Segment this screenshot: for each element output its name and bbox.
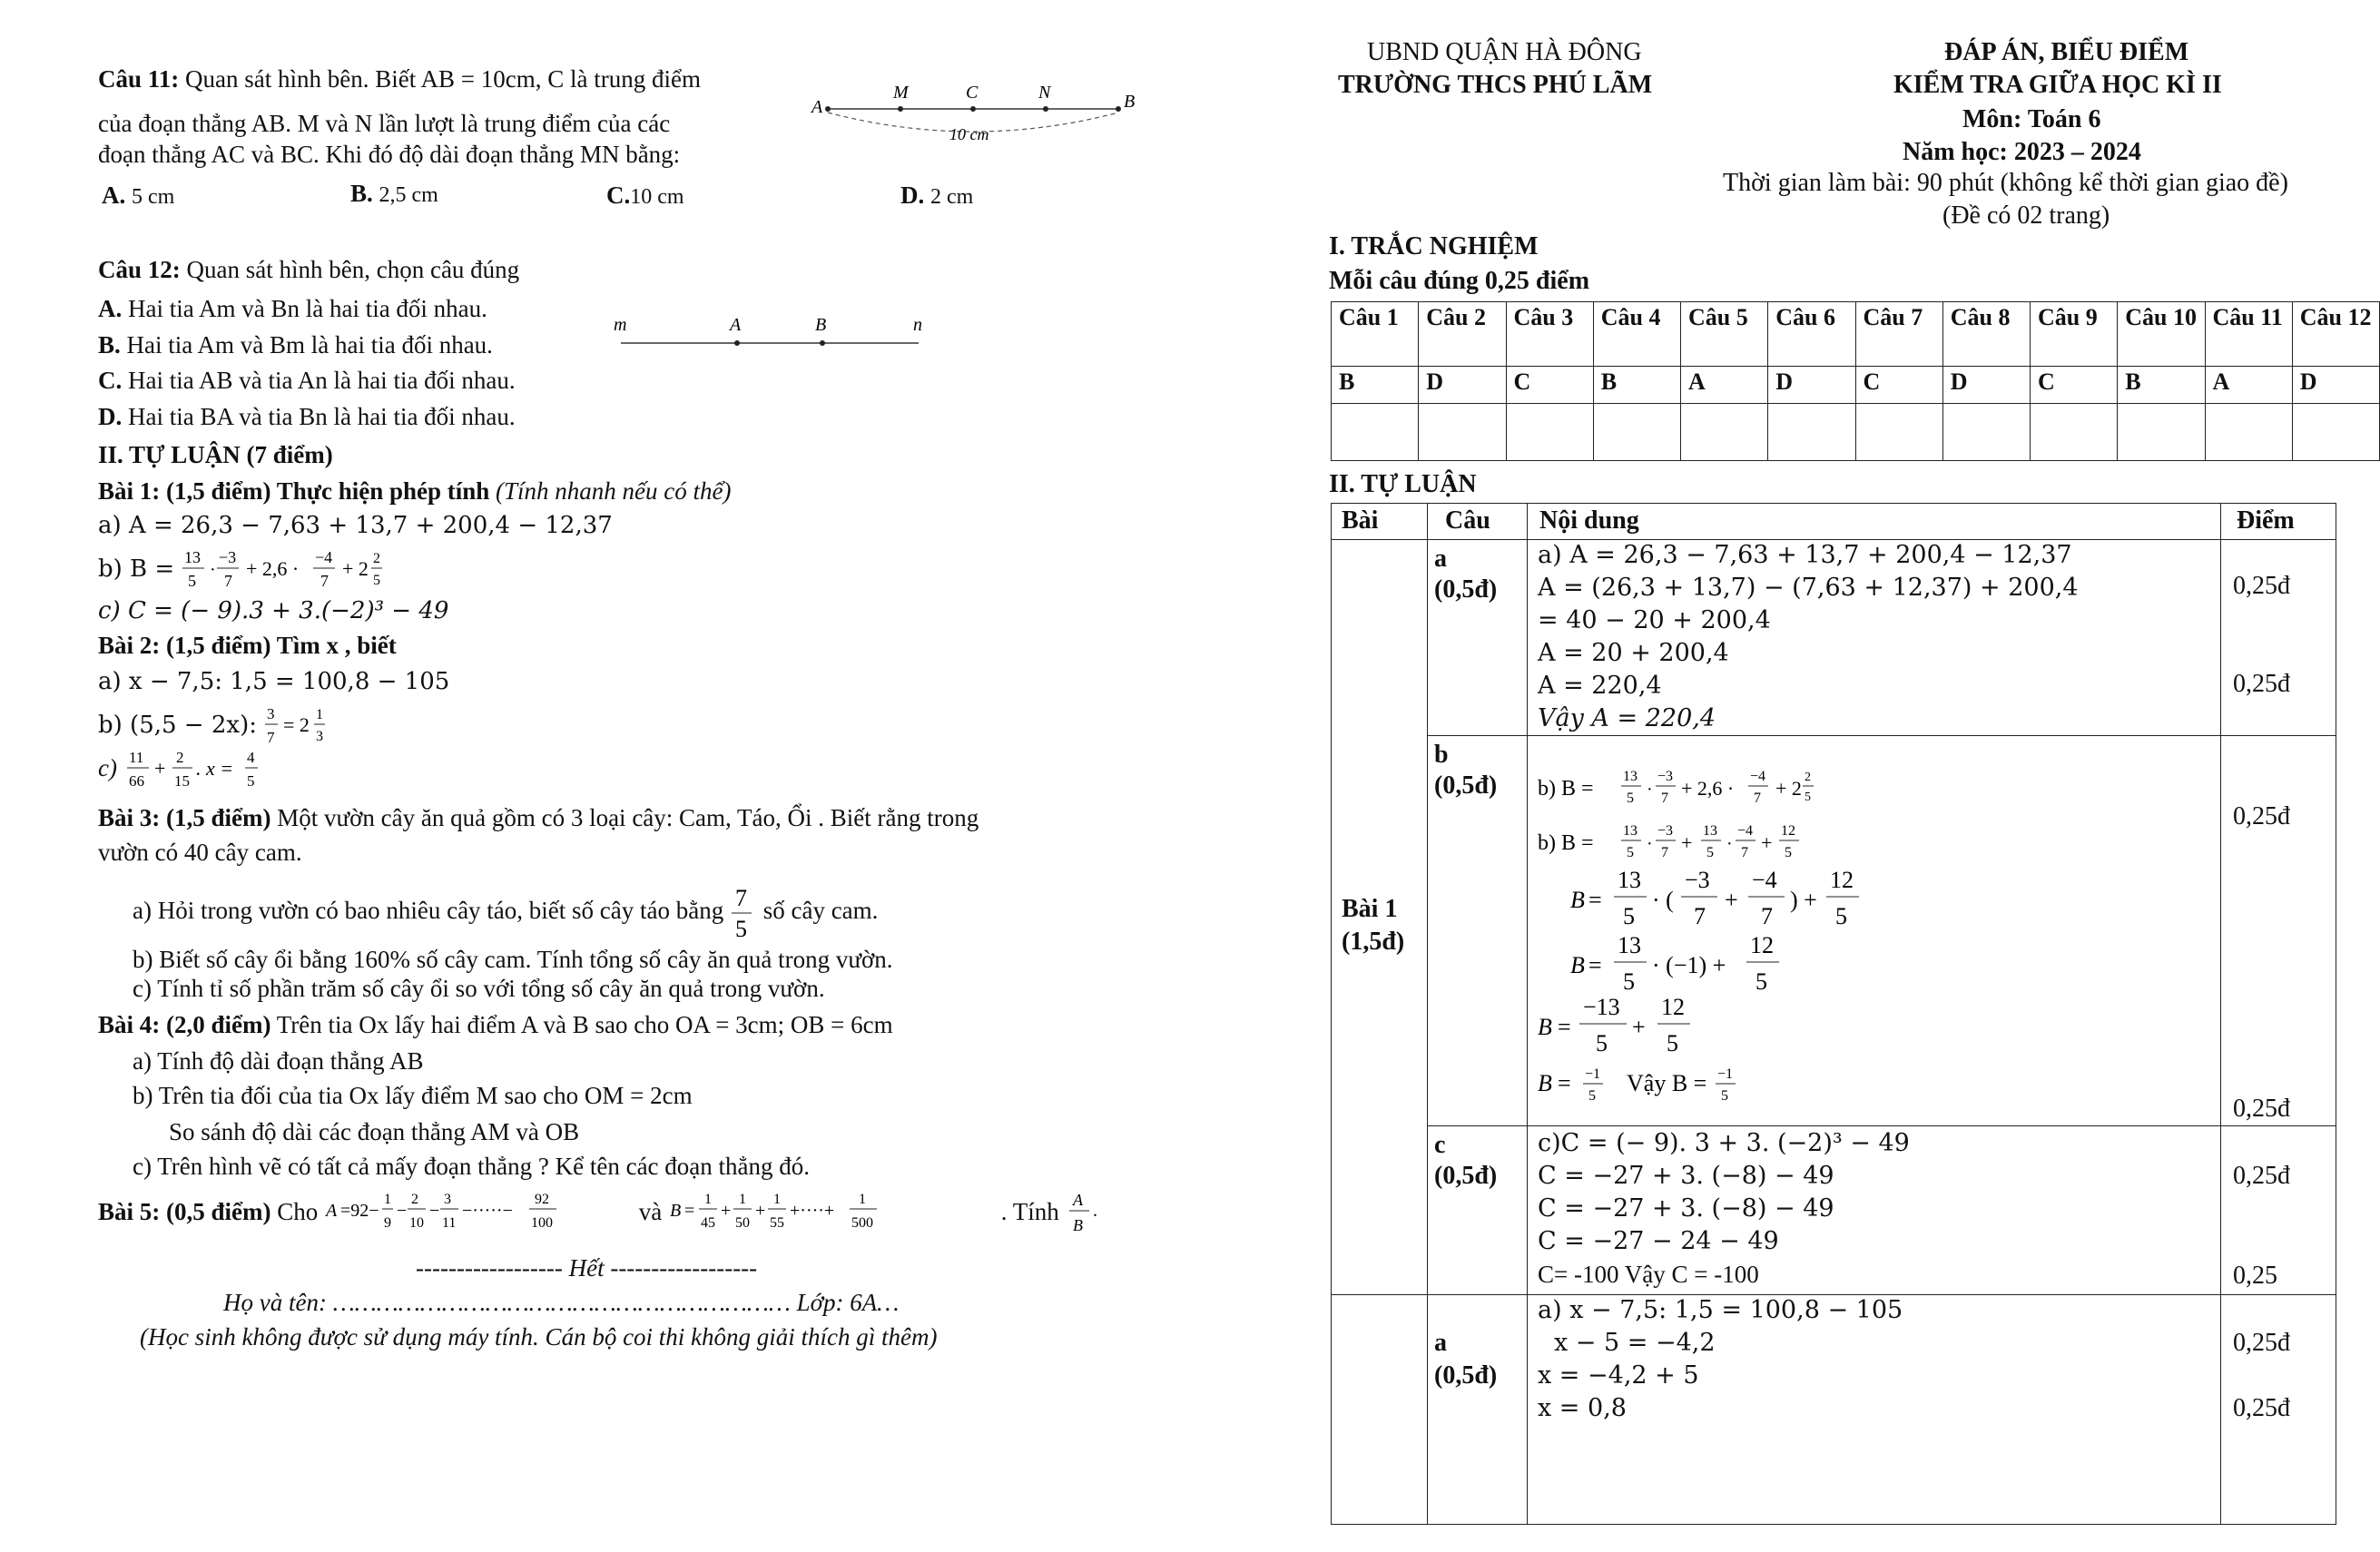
bai1c-solution: c)C = (− 9). 3 + 3. (−2)³ − 49 C = −27 + 3. (−8) − 49 C = −27 + 3. (−8) − 49 C = −27 − 24 − 49 C= -100 Vậy C = -100 [1538,1129,1910,1288]
mc-answer-cell: B [2118,367,2205,404]
svg-text:−·····−: −·····− [462,1201,513,1221]
svg-text:−3: −3 [1685,867,1710,893]
svg-text:5: 5 [1785,845,1792,860]
end-marker: ------------------ Hết ------------------ [416,1254,758,1282]
svg-text:7: 7 [320,572,329,590]
svg-text:3: 3 [315,729,323,744]
bai5-ratio-a-b [1066,1189,1102,1240]
svg-text:2: 2 [175,749,184,766]
bai1b-label: b [1434,741,1449,769]
q11-label-c: C [966,83,979,103]
svg-text:−4: −4 [1750,769,1766,784]
bai2-c-fractions [123,748,305,793]
subject: Môn: Toán 6 [1962,105,2101,133]
mc-header-cell: Câu 2 [1419,302,1506,367]
svg-text:=: = [1558,1014,1571,1040]
q11-option-b: B. 2,5 cm [350,180,438,207]
svg-text:2: 2 [372,551,380,566]
bai1-points: (1,5đ) [1342,928,1405,956]
svg-text:2: 2 [411,1192,418,1207]
svg-text:13: 13 [1623,823,1637,839]
bai2a-points-2: 0,25đ [2233,1394,2290,1422]
mc-answer-row [1332,367,2380,404]
svg-text:5: 5 [187,572,196,590]
bai1-label: Bài 1 [1342,895,1398,923]
bai2-heading: Bài 2: (1,5 điểm) Tìm x , biết [98,632,397,659]
svg-text:−4: −4 [1752,867,1777,893]
doc-subtitle: KIỂM TRA GIỮA HỌC KÌ II [1893,71,2222,99]
bai3-text2: vườn có 40 cây cam. [98,839,302,866]
svg-text:=: = [1588,887,1602,913]
svg-text:7: 7 [1661,845,1668,860]
svg-text:. x =: . x = [195,757,233,780]
svg-text:B: B [1538,1070,1552,1096]
mc-answer-cell: C [1855,367,1942,404]
q11-option-d: D. 2 cm [900,182,974,209]
svg-text:B: B [1570,887,1585,913]
svg-text:+ 2: + 2 [341,557,369,580]
mc-answer-cell: A [2205,367,2292,404]
q11-option-c: C.10 cm [606,182,684,209]
svg-text:·: · [1647,834,1653,854]
bai2-c: c) 11 66 + 2 15 . x = 4 5 [98,748,305,793]
bai3-c: c) Tính tỉ số phần trăm số cây ổi so với tổng số cây ăn quả trong vườn. [133,975,825,1002]
svg-text:·: · [209,560,216,580]
svg-text:7: 7 [1741,845,1748,860]
q11-line1 [98,64,701,94]
mc-answer-cell: D [2292,367,2379,404]
mc-header-cell: Câu 10 [2118,302,2205,367]
svg-text:+: + [1725,887,1738,913]
q12-option-c: C. Hai tia AB và tia An là hai tia đối nhau. [98,367,516,394]
mc-header-cell: Câu 1 [1332,302,1419,367]
q11-text3: đoạn thẳng AC và BC. Khi đó độ dài đoạn thẳng MN bằng: [98,141,681,168]
svg-text:−4: −4 [1737,823,1754,839]
svg-text:B: B [1538,1014,1552,1040]
svg-text:1: 1 [772,1192,781,1207]
svg-text:12: 12 [1830,867,1854,893]
svg-text:55: 55 [769,1215,784,1231]
svg-text:5: 5 [1627,845,1634,860]
svg-text:5: 5 [734,916,747,940]
bai1-b: b) B = 13 5 · −3 7 + 2,6 · −4 7 + 2 2 5 [98,548,462,594]
mc-header-cell: Câu 6 [1768,302,1855,367]
svg-text:15: 15 [173,772,190,790]
bai1b-points-1: 0,25đ [2233,802,2290,830]
svg-text:3: 3 [266,705,275,722]
svg-text:·: · [1647,780,1653,800]
q11-label-n: N [1038,83,1051,103]
q11-length-label: 10 cm [949,125,989,143]
svg-text:A: A [1072,1191,1083,1209]
svg-text:−1: −1 [1717,1066,1734,1082]
bai2a-points: (0,5đ) [1434,1361,1498,1390]
org-district: UBND QUẬN HÀ ĐÔNG [1367,38,1642,66]
svg-text:12: 12 [1781,823,1795,839]
svg-text:13: 13 [1623,769,1637,784]
q12-title: Câu 12: [98,256,181,283]
svg-text:4: 4 [246,749,255,766]
svg-text:5: 5 [372,573,380,588]
student-name-line: Họ và tên: ……………………………………………………… Lớp: 6A… [223,1289,900,1316]
svg-text:−: − [397,1201,408,1221]
svg-text:5: 5 [246,772,255,790]
mc-header-cell: Câu 8 [1942,302,2030,367]
bai1a-points-1: 0,25đ [2233,572,2290,600]
q12-label-b: B [815,315,827,335]
essay-header-cau: Câu [1445,506,1490,535]
svg-text:9: 9 [384,1215,391,1231]
multiple-choice-answer-table [1331,301,2380,461]
svg-text:12: 12 [1750,932,1774,958]
mc-answer-cell: C [2031,367,2118,404]
bai5-expression-a [324,1189,633,1240]
svg-text:13: 13 [1703,823,1717,839]
essay-header-points: Điểm [2237,506,2295,535]
svg-text:B: B [669,1201,682,1221]
bai2-b: b) (5,5 − 2x): 3 7 = 2 1 3 [98,704,345,750]
svg-text:10: 10 [409,1215,424,1231]
bai2a-solution: a) x − 7,5: 1,5 = 100,8 − 105 x − 5 = −4,2 x = −4,2 + 5 x = 0,8 [1538,1296,1903,1422]
svg-text:5: 5 [1835,903,1847,929]
bai4-c: c) Trên hình vẽ có tất cả mấy đoạn thẳng ? Kể tên các đoạn thẳng đó. [133,1153,811,1180]
svg-text:· (: · ( [1652,887,1674,913]
svg-text:50: 50 [734,1215,750,1231]
bai1a-points: (0,5đ) [1434,575,1498,604]
svg-text:100: 100 [531,1215,553,1231]
mc-header-cell: Câu 7 [1855,302,1942,367]
mc-header-cell: Câu 3 [1506,302,1593,367]
svg-text:5: 5 [1805,791,1811,804]
essay-header-bai: Bài [1342,506,1379,535]
exam-time: Thời gian làm bài: 90 phút (không kể thời gian giao đề) [1723,169,2288,197]
q12-ray-figure [606,309,951,354]
mc-answer-cell: B [1593,367,1680,404]
essay-header-content: Nội dung [1539,506,1639,535]
svg-text:5: 5 [1755,968,1767,995]
svg-text:+: + [1632,1014,1646,1040]
q12-option-a: A. Hai tia Am và Bn là hai tia đối nhau. [98,295,487,322]
svg-text:=: = [684,1201,695,1221]
svg-text:−4: −4 [314,548,333,566]
mc-answer-cell: A [1681,367,1768,404]
q11-label-m: M [893,83,909,103]
mc-answer-cell: D [1768,367,1855,404]
svg-text:66: 66 [128,772,144,790]
svg-text:13: 13 [1618,932,1641,958]
svg-text:5: 5 [1623,968,1635,995]
bai1-heading: Bài 1: (1,5 điểm) Thực hiện phép tính (Tính nhanh nếu có thể) [98,477,732,505]
svg-text:+ 2: + 2 [1775,777,1802,800]
svg-text:1: 1 [858,1192,866,1207]
q12-option-b: B. Hai tia Am và Bm là hai tia đối nhau. [98,331,493,359]
svg-text:1: 1 [703,1192,712,1207]
svg-text:+: + [153,757,166,780]
bai1c-points-1: 0,25đ [2233,1162,2290,1190]
q12-label-m: m [614,315,627,335]
school-year: Năm học: 2023 – 2024 [1903,138,2141,166]
svg-text:B: B [1570,952,1585,978]
svg-text:7: 7 [1761,903,1773,929]
bai1c-points: (0,5đ) [1434,1162,1498,1190]
svg-text:500: 500 [851,1215,873,1231]
bai1c-points-2: 0,25 [2233,1262,2277,1290]
svg-text:.: . [1092,1201,1097,1221]
bai3-heading: Bài 3: (1,5 điểm) Một vườn cây ăn quả gồm có 3 loại cây: Cam, Táo, Ổi . Biết rằng trong [98,804,979,831]
bai2-a: a) x − 7,5: 1,5 = 100,8 − 105 [98,668,450,695]
svg-text:5: 5 [1588,1088,1596,1104]
bai5-expression-b [668,1189,995,1240]
bai1b-points-2: 0,25đ [2233,1095,2290,1123]
mc-header-row [1332,302,2380,367]
q11-option-a: A. 5 cm [102,182,175,209]
part1-subtitle: Mỗi câu đúng 0,25 điểm [1329,267,1590,295]
svg-text:b) B =: b) B = [1538,831,1594,855]
bai4-b: b) Trên tia đối của tia Ox lấy điểm M sao cho OM = 2cm [133,1082,693,1109]
svg-text:+····+: +····+ [789,1201,835,1221]
svg-text:7: 7 [1754,791,1761,806]
q11-label-b: B [1124,92,1136,112]
svg-text:3: 3 [444,1192,451,1207]
svg-text:+ 2,6 ·: + 2,6 · [1681,777,1735,800]
bai5: Bài 5: (0,5 điểm) Cho A =92− 1 9 − 2 10 − 3 11 −·····− 92 100 và B = 1 45 + 1 50 + 1 55 +····+ 1 500 . Tính A B . [98,1189,1102,1240]
q12-option-d: D. Hai tia BA và tia Bn là hai tia đối nhau. [98,403,516,430]
svg-text:−: − [429,1201,440,1221]
svg-text:B: B [1072,1216,1083,1234]
svg-text:+ 2,6 ·: + 2,6 · [245,557,300,580]
bai4-a: a) Tính độ dài đoạn thẳng AB [133,1047,424,1075]
svg-text:5: 5 [1667,1030,1678,1056]
svg-text:5: 5 [1623,903,1635,929]
mc-empty-row [1332,404,2380,461]
bai1b-points: (0,5đ) [1434,771,1498,800]
svg-text:·: · [1726,834,1733,854]
svg-text:92: 92 [535,1192,549,1207]
svg-text:13: 13 [1618,867,1641,893]
q12-label-a: A [730,315,742,335]
svg-text:=: = [1588,952,1602,978]
bai3-fraction-7-5 [730,886,757,940]
q12-label-n: n [913,315,922,335]
svg-text:7: 7 [1694,903,1706,929]
part2-answer-title: II. TỰ LUẬN [1329,470,1477,498]
svg-text:13: 13 [183,548,201,566]
mc-header-cell: Câu 4 [1593,302,1680,367]
bai2a-points-1: 0,25đ [2233,1329,2290,1357]
footnote: (Học sinh không được sử dụng máy tính. Cán bộ coi thi không giải thích gì thêm) [140,1323,938,1351]
bai1-b-fractions [181,548,462,594]
bai4-heading: Bài 4: (2,0 điểm) Trên tia Ox lấy hai điểm A và B sao cho OA = 3cm; OB = 6cm [98,1011,893,1038]
mc-header-cell: Câu 9 [2031,302,2118,367]
svg-text:1: 1 [738,1192,746,1207]
part2-title: II. TỰ LUẬN (7 điểm) [98,441,333,468]
svg-text:=92−: =92− [340,1201,379,1221]
svg-text:−3: −3 [1657,823,1674,839]
q11-title: Câu 11: [98,65,180,93]
mc-answer-cell: D [1419,367,1506,404]
mc-answer-cell: D [1942,367,2030,404]
svg-text:=: = [1558,1070,1571,1096]
svg-text:−3: −3 [218,548,237,566]
svg-text:) +: ) + [1790,887,1817,913]
svg-text:5: 5 [1706,845,1714,860]
q11-text2: của đoạn thẳng AB. M và N lần lượt là trung điểm của các [98,110,671,137]
part1-title: I. TRẮC NGHIỆM [1329,232,1539,260]
svg-text:+: + [1681,831,1693,854]
q11-text1: Quan sát hình bên. Biết AB = 10cm, C là trung điểm [185,65,701,93]
svg-text:7: 7 [1661,791,1668,806]
svg-text:7: 7 [223,572,232,590]
bai2-b-fractions [263,704,345,750]
svg-text:−13: −13 [1583,994,1620,1020]
svg-text:−3: −3 [1657,769,1674,784]
bai4-b2: So sánh độ dài các đoạn thẳng AM và OB [169,1118,580,1145]
bai1a-solution: a) A = 26,3 − 7,63 + 13,7 + 200,4 − 12,37 A = (26,3 + 13,7) − (7,63 + 12,37) + 200,4 = 40 − 20 + 200,4 A = 20 + 200,4 A = 220,4 Vậy A = 220,4 [1538,541,2079,732]
mc-header-cell: Câu 11 [2205,302,2292,367]
bai1b-solution [1536,762,1917,1116]
svg-text:45: 45 [700,1215,715,1231]
q12-text: Quan sát hình bên, chọn câu đúng [186,256,520,283]
svg-text:+: + [754,1201,766,1221]
svg-text:A: A [326,1201,338,1221]
svg-text:5: 5 [1627,791,1634,806]
svg-text:+: + [1761,831,1773,854]
bai3-a: a) Hỏi trong vườn có bao nhiêu cây táo, biết số cây táo bằng 7 5 số cây cam. [133,886,879,940]
mc-answer-cell: B [1332,367,1419,404]
bai1-a: a) A = 26,3 − 7,63 + 13,7 + 200,4 − 12,37 [98,512,613,539]
q12-heading [98,254,519,285]
svg-text:5: 5 [1596,1030,1608,1056]
svg-text:= 2: = 2 [282,713,310,736]
svg-text:b) B =: b) B = [1538,777,1594,801]
svg-text:11: 11 [128,749,144,766]
bai1a-label: a [1434,545,1447,573]
bai1b-conclusion: Vậy B = [1627,1070,1707,1096]
org-school: TRƯỜNG THCS PHÚ LÃM [1338,71,1653,99]
bai1-c: c) C = (− 9).3 + 3.(−2)³ − 49 [98,597,449,624]
page-count: (Đề có 02 trang) [1942,201,2110,230]
svg-text:2: 2 [1805,771,1811,784]
bai1a-points-2: 0,25đ [2233,670,2290,698]
svg-text:· (−1) +: · (−1) + [1652,952,1726,978]
bai3-b: b) Biết số cây ổi bằng 160% số cây cam. Tính tổng số cây ăn quả trong vườn. [133,946,893,973]
bai1c-label: c [1434,1131,1446,1159]
q11-label-a: A [811,97,823,117]
svg-text:−1: −1 [1585,1066,1601,1082]
svg-text:11: 11 [442,1215,457,1231]
bai2a-label: a [1434,1329,1447,1357]
svg-text:1: 1 [315,707,323,722]
svg-text:1: 1 [384,1192,391,1207]
svg-text:7: 7 [266,729,275,746]
svg-text:7: 7 [734,886,747,911]
svg-text:5: 5 [1721,1088,1728,1104]
mc-answer-cell: C [1506,367,1593,404]
q11-segment-figure [799,78,1144,151]
mc-header-cell: Câu 5 [1681,302,1768,367]
svg-text:+: + [720,1201,732,1221]
doc-title: ĐÁP ÁN, BIỂU ĐIỂM [1944,38,2189,66]
mc-header-cell: Câu 12 [2292,302,2379,367]
svg-text:12: 12 [1661,994,1685,1020]
